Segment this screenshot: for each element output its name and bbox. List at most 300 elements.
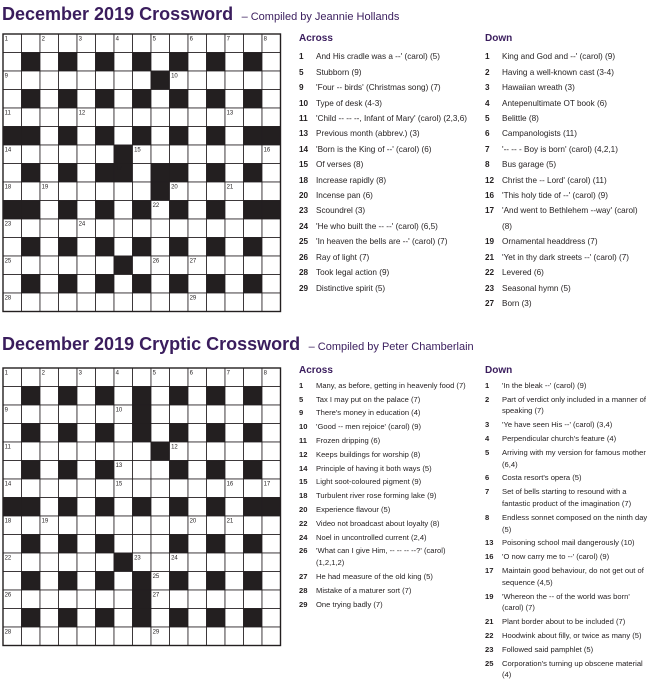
grid-cell[interactable]: [133, 461, 152, 480]
grid-cell[interactable]: [188, 590, 207, 609]
grid-cell[interactable]: [96, 219, 115, 238]
clue-text: 'And went to Bethlehem --way' (carol) (8): [502, 206, 638, 231]
grid-cell[interactable]: [114, 90, 133, 109]
grid-cell[interactable]: [77, 609, 96, 628]
grid-cell[interactable]: [59, 516, 78, 535]
grid-cell[interactable]: [151, 293, 170, 312]
grid-cell[interactable]: [207, 219, 226, 238]
grid-cell[interactable]: [151, 219, 170, 238]
clue-text: Belittle (8): [502, 114, 539, 124]
clue-item: [299, 65, 475, 80]
grid-cell[interactable]: [225, 71, 244, 90]
grid-cell[interactable]: [77, 572, 96, 591]
grid-cell[interactable]: [262, 256, 281, 275]
grid-cell[interactable]: [40, 219, 59, 238]
grid-cell[interactable]: [22, 590, 41, 609]
grid-cell[interactable]: [170, 256, 189, 275]
grid-cell[interactable]: [151, 90, 170, 109]
grid-cell[interactable]: [151, 108, 170, 127]
grid-cell[interactable]: [22, 71, 41, 90]
grid-cell[interactable]: [151, 145, 170, 164]
grid-cell[interactable]: [77, 53, 96, 72]
grid-cell[interactable]: [40, 387, 59, 406]
grid-cell[interactable]: [40, 572, 59, 591]
grid-cell[interactable]: [188, 479, 207, 498]
grid-cell[interactable]: [77, 535, 96, 554]
grid-cell[interactable]: [40, 535, 59, 554]
grid-cell[interactable]: [188, 498, 207, 517]
clue-text: One trying badly (7): [316, 599, 383, 609]
grid-cell[interactable]: [188, 164, 207, 183]
grid-cell[interactable]: [225, 387, 244, 406]
puzzle2-grid-svg[interactable]: [2, 367, 282, 647]
grid-cell[interactable]: [77, 127, 96, 146]
grid-cell[interactable]: [188, 127, 207, 146]
grid-cell[interactable]: [59, 34, 78, 53]
grid-cell[interactable]: [188, 553, 207, 572]
grid-cell[interactable]: [114, 442, 133, 461]
grid-cell[interactable]: [114, 609, 133, 628]
grid-cell[interactable]: [96, 479, 115, 498]
grid-cell[interactable]: [151, 53, 170, 72]
grid-cell[interactable]: [262, 572, 281, 591]
grid-cell[interactable]: [133, 516, 152, 535]
grid-cell[interactable]: [225, 275, 244, 294]
grid-cell[interactable]: [59, 590, 78, 609]
grid-cell[interactable]: [207, 368, 226, 387]
grid-cell[interactable]: [225, 609, 244, 628]
grid-cell[interactable]: [114, 424, 133, 443]
grid-cell[interactable]: [207, 405, 226, 424]
grid-cell[interactable]: [22, 108, 41, 127]
grid-cell[interactable]: [151, 238, 170, 257]
grid-cell[interactable]: [59, 256, 78, 275]
clue-number: 4: [485, 433, 490, 443]
grid-cell[interactable]: [207, 71, 226, 90]
grid-cell[interactable]: [188, 238, 207, 257]
grid-cell[interactable]: [170, 368, 189, 387]
grid-cell[interactable]: [40, 164, 59, 183]
grid-cell[interactable]: [262, 275, 281, 294]
grid-cell[interactable]: [3, 275, 22, 294]
grid-cell[interactable]: [77, 479, 96, 498]
grid-cell[interactable]: [59, 145, 78, 164]
grid-cell[interactable]: [244, 293, 263, 312]
grid-cell[interactable]: [40, 53, 59, 72]
grid-cell[interactable]: [114, 293, 133, 312]
grid-cell[interactable]: [225, 627, 244, 646]
grid-cell[interactable]: [40, 590, 59, 609]
grid-cell[interactable]: [114, 182, 133, 201]
grid-cell[interactable]: [225, 238, 244, 257]
grid-cell[interactable]: [188, 90, 207, 109]
grid-cell[interactable]: [225, 293, 244, 312]
grid-cell[interactable]: [207, 442, 226, 461]
grid-cell[interactable]: [133, 627, 152, 646]
grid-cell[interactable]: [114, 387, 133, 406]
grid-cell[interactable]: [207, 182, 226, 201]
grid-cell[interactable]: [96, 256, 115, 275]
grid-cell[interactable]: [40, 293, 59, 312]
grid-cell[interactable]: [3, 90, 22, 109]
clue-text: Having a well-known cast (3-4): [502, 67, 614, 77]
grid-cell[interactable]: [170, 590, 189, 609]
grid-cell[interactable]: [40, 609, 59, 628]
grid-cell[interactable]: [40, 238, 59, 257]
grid-cell[interactable]: [133, 108, 152, 127]
grid-cell[interactable]: [3, 609, 22, 628]
grid-cell[interactable]: [207, 590, 226, 609]
grid-cell[interactable]: [244, 256, 263, 275]
grid-cell[interactable]: [40, 424, 59, 443]
grid-cell[interactable]: [77, 164, 96, 183]
grid-cell[interactable]: [22, 145, 41, 164]
grid-cell[interactable]: [151, 479, 170, 498]
grid-cell[interactable]: [170, 479, 189, 498]
grid-cell[interactable]: [133, 368, 152, 387]
grid-cell[interactable]: [225, 572, 244, 591]
grid-cell[interactable]: [114, 219, 133, 238]
grid-cell[interactable]: [77, 71, 96, 90]
grid-cell[interactable]: [96, 34, 115, 53]
grid-cell[interactable]: [59, 108, 78, 127]
grid-cell[interactable]: [188, 387, 207, 406]
grid-cell[interactable]: [77, 516, 96, 535]
grid-cell[interactable]: [3, 461, 22, 480]
grid-cell[interactable]: [40, 201, 59, 220]
grid-cell[interactable]: [3, 238, 22, 257]
grid-cell[interactable]: [244, 442, 263, 461]
grid-cell[interactable]: [59, 627, 78, 646]
grid-cell[interactable]: [225, 498, 244, 517]
grid-cell[interactable]: [133, 34, 152, 53]
grid-cell[interactable]: [188, 572, 207, 591]
grid-cell[interactable]: [225, 424, 244, 443]
grid-cell[interactable]: [151, 424, 170, 443]
grid-cell[interactable]: [77, 145, 96, 164]
grid-cell[interactable]: [262, 71, 281, 90]
grid-cell[interactable]: [151, 387, 170, 406]
grid-cell[interactable]: [262, 238, 281, 257]
grid-cell[interactable]: [133, 479, 152, 498]
grid-cell[interactable]: [244, 405, 263, 424]
grid-cell[interactable]: [22, 442, 41, 461]
grid-cell[interactable]: [188, 627, 207, 646]
grid-cell[interactable]: [262, 590, 281, 609]
grid-cell[interactable]: [170, 219, 189, 238]
grid-cell[interactable]: [77, 201, 96, 220]
grid-cell[interactable]: [133, 164, 152, 183]
grid-cell[interactable]: [262, 461, 281, 480]
grid-cell[interactable]: [133, 219, 152, 238]
grid-cell[interactable]: [262, 553, 281, 572]
grid-cell[interactable]: [3, 164, 22, 183]
grid-cell[interactable]: [188, 609, 207, 628]
grid-cell[interactable]: [225, 145, 244, 164]
grid-cell[interactable]: [262, 219, 281, 238]
grid-cell[interactable]: [22, 293, 41, 312]
grid-cell[interactable]: [170, 293, 189, 312]
grid-cell[interactable]: [40, 256, 59, 275]
clue-text: Many, as before, getting in heavenly food (7): [316, 380, 466, 390]
grid-cell[interactable]: [59, 479, 78, 498]
grid-cell[interactable]: [77, 238, 96, 257]
grid-cell[interactable]: [262, 293, 281, 312]
grid-cell[interactable]: [22, 479, 41, 498]
grid-cell[interactable]: [262, 387, 281, 406]
grid-cell[interactable]: [114, 108, 133, 127]
grid-cell[interactable]: [151, 498, 170, 517]
grid-cell[interactable]: [262, 609, 281, 628]
grid-cell[interactable]: [207, 553, 226, 572]
grid-cell[interactable]: [225, 461, 244, 480]
grid-cell[interactable]: [188, 275, 207, 294]
grid-cell[interactable]: [114, 627, 133, 646]
grid-cell[interactable]: [77, 442, 96, 461]
grid-cell[interactable]: [225, 590, 244, 609]
grid-cell[interactable]: [244, 108, 263, 127]
grid-cell[interactable]: [114, 516, 133, 535]
grid-cell[interactable]: [151, 127, 170, 146]
grid-cell[interactable]: [3, 535, 22, 554]
puzzle1-grid-svg[interactable]: [2, 33, 282, 313]
black-square: [133, 90, 152, 109]
grid-cell[interactable]: [133, 182, 152, 201]
grid-cell[interactable]: [188, 53, 207, 72]
grid-cell[interactable]: [225, 535, 244, 554]
grid-cell[interactable]: [151, 553, 170, 572]
grid-cell[interactable]: [188, 219, 207, 238]
grid-cell[interactable]: [207, 516, 226, 535]
grid-cell[interactable]: [262, 405, 281, 424]
grid-cell[interactable]: [114, 590, 133, 609]
grid-cell[interactable]: [77, 590, 96, 609]
grid-cell[interactable]: [22, 34, 41, 53]
grid-cell[interactable]: [114, 275, 133, 294]
grid-cell[interactable]: [262, 164, 281, 183]
grid-cell[interactable]: [59, 219, 78, 238]
grid-cell[interactable]: [40, 442, 59, 461]
grid-cell[interactable]: [188, 424, 207, 443]
grid-cell[interactable]: [244, 368, 263, 387]
grid-cell[interactable]: [262, 627, 281, 646]
grid-cell[interactable]: [188, 442, 207, 461]
grid-cell[interactable]: [225, 219, 244, 238]
grid-cell[interactable]: [59, 553, 78, 572]
grid-cell[interactable]: [22, 182, 41, 201]
grid-cell[interactable]: [40, 405, 59, 424]
grid-cell[interactable]: [96, 405, 115, 424]
grid-cell[interactable]: [133, 442, 152, 461]
grid-cell[interactable]: [244, 627, 263, 646]
grid-cell[interactable]: [151, 405, 170, 424]
black-square: [22, 90, 41, 109]
grid-cell[interactable]: [188, 145, 207, 164]
grid-cell[interactable]: [133, 256, 152, 275]
grid-cell[interactable]: [77, 627, 96, 646]
grid-cell[interactable]: [207, 479, 226, 498]
grid-cell[interactable]: [170, 405, 189, 424]
grid-cell[interactable]: [40, 127, 59, 146]
grid-cell[interactable]: [244, 34, 263, 53]
grid-cell[interactable]: [170, 516, 189, 535]
grid-cell[interactable]: [40, 145, 59, 164]
grid-cell[interactable]: [244, 516, 263, 535]
grid-cell[interactable]: [59, 405, 78, 424]
grid-cell[interactable]: [244, 479, 263, 498]
grid-cell[interactable]: [77, 275, 96, 294]
grid-cell[interactable]: [225, 256, 244, 275]
grid-cell[interactable]: [77, 182, 96, 201]
grid-cell[interactable]: [133, 535, 152, 554]
grid-cell[interactable]: [151, 461, 170, 480]
grid-cell[interactable]: [114, 53, 133, 72]
grid-cell[interactable]: [151, 535, 170, 554]
grid-cell[interactable]: [40, 553, 59, 572]
grid-cell[interactable]: [244, 182, 263, 201]
grid-cell[interactable]: [225, 553, 244, 572]
grid-cell[interactable]: [262, 424, 281, 443]
grid-cell[interactable]: [114, 201, 133, 220]
grid-cell[interactable]: [262, 108, 281, 127]
grid-cell[interactable]: [59, 182, 78, 201]
grid-cell[interactable]: [225, 442, 244, 461]
grid-cell[interactable]: [114, 71, 133, 90]
grid-cell[interactable]: [225, 164, 244, 183]
grid-cell[interactable]: [170, 34, 189, 53]
grid-cell[interactable]: [114, 238, 133, 257]
grid-cell[interactable]: [151, 516, 170, 535]
grid-cell[interactable]: [114, 572, 133, 591]
grid-cell[interactable]: [3, 387, 22, 406]
grid-cell[interactable]: [244, 145, 263, 164]
grid-cell[interactable]: [170, 627, 189, 646]
grid-cell[interactable]: [77, 553, 96, 572]
grid-cell[interactable]: [114, 127, 133, 146]
grid-cell[interactable]: [3, 424, 22, 443]
grid-cell[interactable]: [151, 609, 170, 628]
grid-cell[interactable]: [77, 498, 96, 517]
grid-cell[interactable]: [40, 275, 59, 294]
grid-cell[interactable]: [188, 71, 207, 90]
grid-cell[interactable]: [262, 53, 281, 72]
grid-cell[interactable]: [77, 424, 96, 443]
grid-cell[interactable]: [96, 145, 115, 164]
grid-cell[interactable]: [96, 627, 115, 646]
clue-item: [299, 504, 475, 516]
black-square: [170, 572, 189, 591]
grid-cell[interactable]: [114, 498, 133, 517]
grid-cell[interactable]: [96, 182, 115, 201]
grid-cell[interactable]: [262, 535, 281, 554]
grid-cell[interactable]: [262, 182, 281, 201]
grid-cell[interactable]: [188, 535, 207, 554]
grid-cell[interactable]: [244, 590, 263, 609]
grid-cell[interactable]: [3, 572, 22, 591]
grid-cell[interactable]: [207, 256, 226, 275]
grid-cell[interactable]: [22, 368, 41, 387]
grid-cell[interactable]: [114, 535, 133, 554]
grid-cell[interactable]: [77, 387, 96, 406]
grid-cell[interactable]: [59, 368, 78, 387]
grid-cell[interactable]: [96, 108, 115, 127]
grid-cell[interactable]: [188, 405, 207, 424]
grid-cell[interactable]: [22, 553, 41, 572]
grid-cell[interactable]: [59, 442, 78, 461]
grid-cell[interactable]: [96, 368, 115, 387]
grid-cell[interactable]: [133, 71, 152, 90]
grid-cell[interactable]: [225, 90, 244, 109]
grid-cell[interactable]: [133, 293, 152, 312]
grid-cell[interactable]: [77, 461, 96, 480]
grid-cell[interactable]: [188, 461, 207, 480]
grid-cell[interactable]: [22, 516, 41, 535]
grid-cell[interactable]: [188, 182, 207, 201]
grid-cell[interactable]: [207, 627, 226, 646]
grid-cell[interactable]: [96, 71, 115, 90]
grid-cell[interactable]: [96, 442, 115, 461]
grid-cell[interactable]: [40, 627, 59, 646]
grid-cell[interactable]: [22, 256, 41, 275]
grid-cell[interactable]: [262, 516, 281, 535]
grid-cell[interactable]: [207, 293, 226, 312]
grid-cell[interactable]: [96, 516, 115, 535]
grid-cell[interactable]: [22, 627, 41, 646]
grid-cell[interactable]: [77, 293, 96, 312]
grid-cell[interactable]: [77, 90, 96, 109]
grid-cell[interactable]: [96, 553, 115, 572]
puzzle1-down-clues: [485, 31, 648, 311]
grid-cell[interactable]: [244, 219, 263, 238]
grid-cell[interactable]: [3, 53, 22, 72]
grid-cell[interactable]: [59, 293, 78, 312]
grid-cell[interactable]: [22, 405, 41, 424]
grid-cell[interactable]: [77, 256, 96, 275]
grid-cell[interactable]: [262, 90, 281, 109]
grid-cell[interactable]: [40, 71, 59, 90]
grid-cell[interactable]: [40, 479, 59, 498]
grid-cell[interactable]: [244, 553, 263, 572]
grid-cell[interactable]: [170, 145, 189, 164]
puzzle2-grid[interactable]: [2, 367, 282, 647]
grid-cell[interactable]: [207, 145, 226, 164]
grid-cell[interactable]: [244, 71, 263, 90]
grid-cell[interactable]: [77, 405, 96, 424]
grid-cell[interactable]: [151, 275, 170, 294]
grid-cell[interactable]: [96, 293, 115, 312]
grid-cell[interactable]: [188, 201, 207, 220]
grid-cell[interactable]: [207, 34, 226, 53]
grid-cell[interactable]: [225, 53, 244, 72]
grid-cell[interactable]: [188, 108, 207, 127]
grid-cell[interactable]: [170, 108, 189, 127]
grid-cell[interactable]: [225, 405, 244, 424]
grid-cell[interactable]: [40, 498, 59, 517]
puzzle1-grid[interactable]: [2, 33, 282, 313]
grid-cell[interactable]: [59, 71, 78, 90]
clue-number: 17: [485, 565, 494, 575]
grid-cell[interactable]: [225, 127, 244, 146]
grid-cell[interactable]: [207, 108, 226, 127]
grid-cell[interactable]: [22, 219, 41, 238]
grid-cell[interactable]: [262, 442, 281, 461]
grid-cell[interactable]: [40, 108, 59, 127]
grid-cell[interactable]: [40, 461, 59, 480]
grid-cell[interactable]: [96, 590, 115, 609]
grid-cell[interactable]: [40, 90, 59, 109]
cell-number: 15: [134, 147, 141, 154]
grid-cell[interactable]: [225, 201, 244, 220]
